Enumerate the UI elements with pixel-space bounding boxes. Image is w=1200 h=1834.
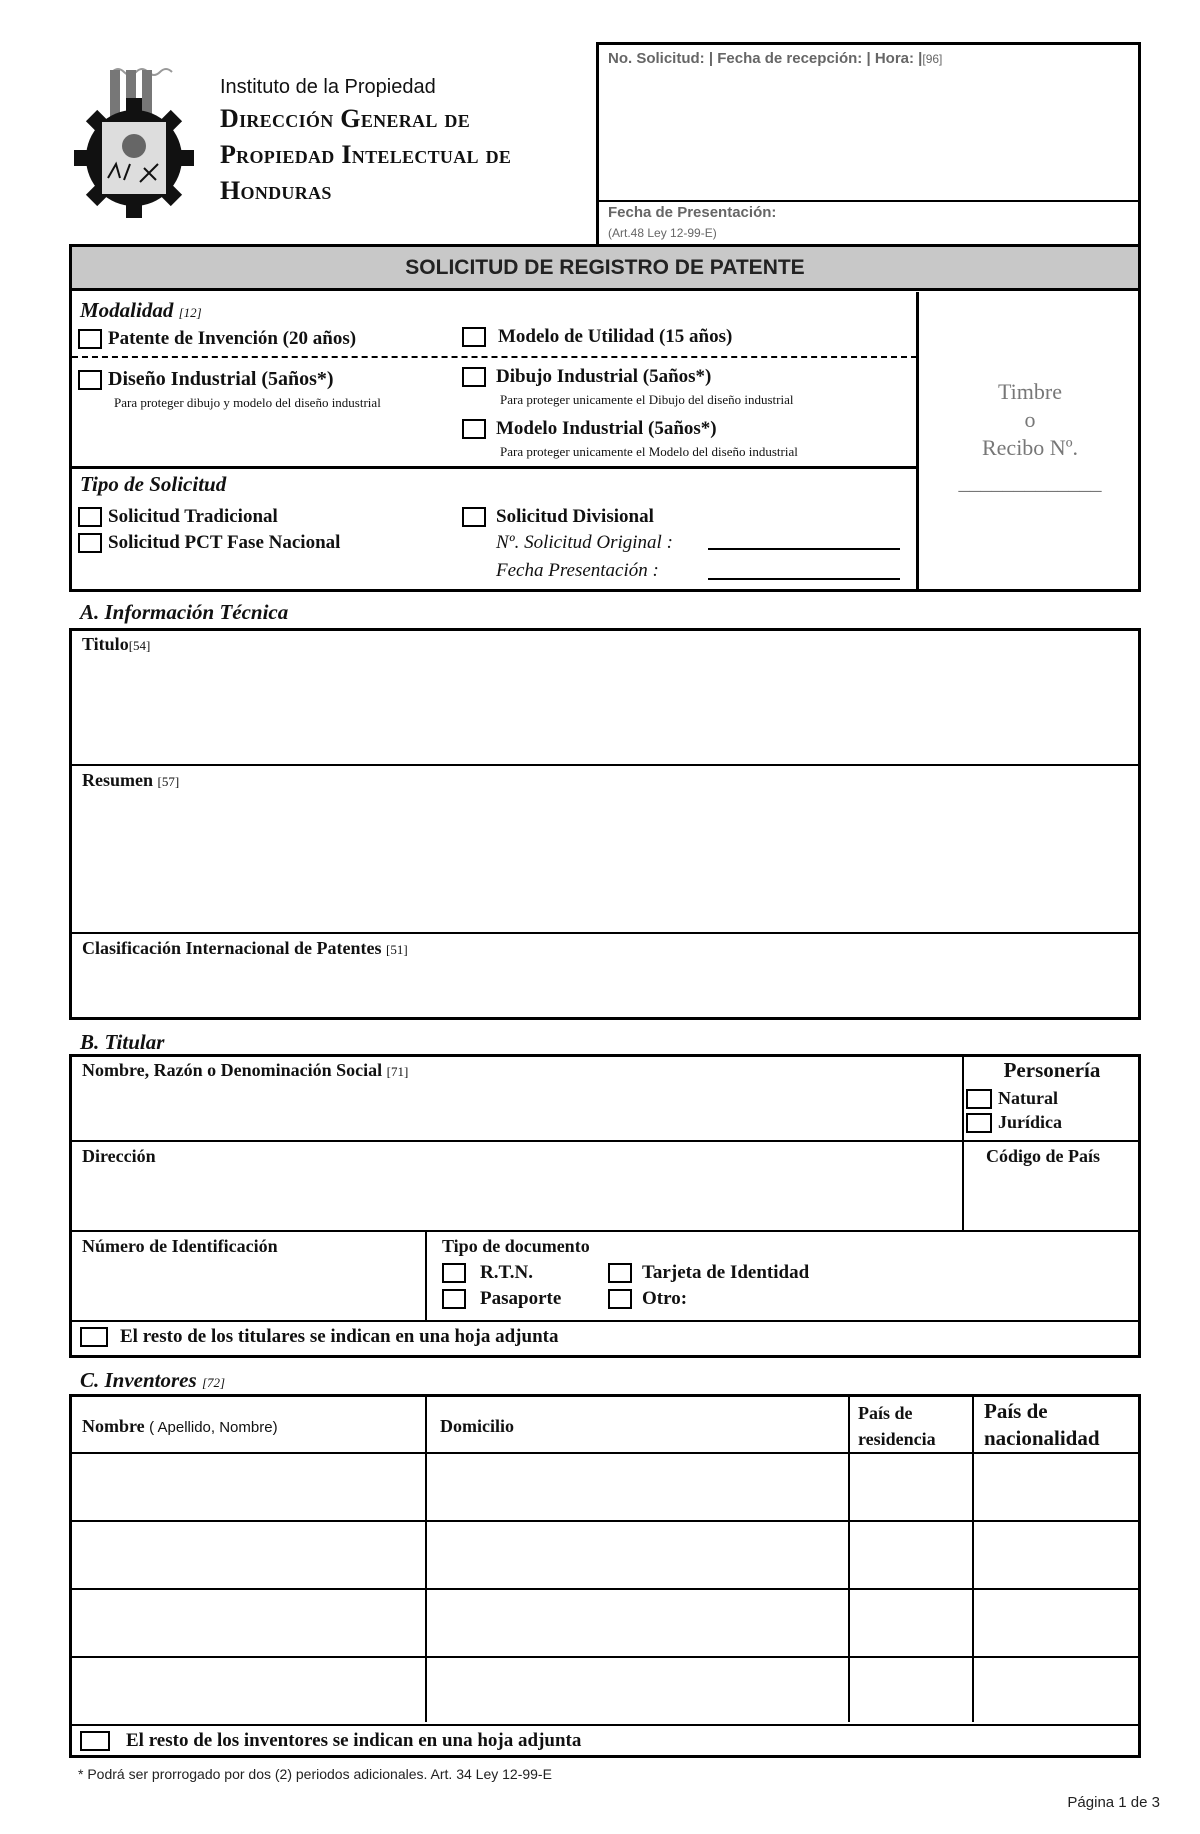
resto-inventores-option[interactable]: [80, 1730, 581, 1752]
section-a-title: A. Información Técnica: [80, 600, 289, 624]
clasificacion-tag: [51]: [385, 942, 408, 957]
rtn-label: R.T.N.: [480, 1262, 533, 1283]
inventor-row-3[interactable]: [74, 1592, 1136, 1654]
otro-label: Otro:: [642, 1288, 688, 1309]
solicitud-tradicional-label: Solicitud Tradicional: [108, 506, 278, 527]
rtn-checkbox[interactable]: [442, 1263, 466, 1283]
solicitud-pct-checkbox[interactable]: [78, 533, 102, 553]
timbre-line3: Recibo Nº.: [981, 435, 1079, 460]
titulo-label: Titulo[54]: [82, 634, 151, 654]
solicitud-original-input[interactable]: [708, 548, 900, 550]
solicitud-divisional-checkbox[interactable]: [462, 507, 486, 527]
fecha-presentacion-note: (Art.48 Ley 12-99-E): [608, 226, 717, 240]
institute-name: Instituto de la Propiedad: [220, 76, 436, 98]
solicitud-tradicional-option[interactable]: [78, 506, 278, 528]
natural-label: Natural: [998, 1088, 1058, 1108]
resumen-input[interactable]: [74, 796, 1136, 928]
resto-inventores-checkbox[interactable]: [80, 1731, 110, 1751]
section-c-title: C. Inventores [72]: [80, 1368, 226, 1392]
modelo-utilidad-checkbox[interactable]: [462, 327, 486, 347]
page-number: Página 1 de 3: [1067, 1794, 1160, 1811]
tarjeta-checkbox[interactable]: [608, 1263, 632, 1283]
no-solicitud-label: No. Solicitud:: [608, 50, 705, 67]
col-nombre-note: ( Apellido, Nombre): [149, 1419, 278, 1436]
office-use-line: No. Solicitud: | Fecha de recepción: | Hora: |[96]: [608, 50, 943, 67]
pasaporte-label: Pasaporte: [480, 1288, 562, 1309]
codigo-pais-label: Código de País: [986, 1146, 1101, 1166]
direccion-label: Dirección: [82, 1146, 156, 1166]
diseno-industrial-option[interactable]: [78, 368, 334, 391]
agency-name-line3: Honduras: [220, 176, 332, 205]
solicitud-divisional-label: Solicitud Divisional: [496, 506, 654, 527]
col-domicilio-header: Domicilio: [440, 1416, 514, 1436]
patente-invencion-option[interactable]: [78, 328, 356, 350]
juridica-label: Jurídica: [998, 1112, 1063, 1132]
titulo-input[interactable]: [74, 660, 1136, 760]
solicitud-original-label: Nº. Solicitud Original :: [496, 532, 673, 553]
timbre-line2: o: [1024, 407, 1036, 432]
clasificacion-input[interactable]: [74, 964, 1136, 1016]
modelo-industrial-note: Para proteger unicamente el Modelo del diseño industrial: [500, 444, 798, 459]
tipo-documento-label: Tipo de documento: [442, 1236, 590, 1256]
modelo-industrial-label: Modelo Industrial (5años*): [496, 418, 717, 439]
section-c-tag: [72]: [201, 1375, 226, 1390]
col-nacionalidad-header: País de nacionalidad: [984, 1399, 1100, 1450]
dibujo-industrial-checkbox[interactable]: [462, 367, 486, 387]
solicitud-tradicional-checkbox[interactable]: [78, 507, 102, 527]
natural-option[interactable]: [966, 1088, 1058, 1109]
personeria-label: Personería: [1003, 1058, 1101, 1082]
logo: [72, 58, 197, 228]
tarjeta-label: Tarjeta de Identidad: [642, 1262, 810, 1283]
dibujo-industrial-label: Dibujo Industrial (5años*): [496, 366, 712, 387]
otro-option[interactable]: [608, 1288, 687, 1310]
juridica-checkbox[interactable]: [966, 1113, 992, 1133]
juridica-option[interactable]: [966, 1112, 1062, 1133]
modelo-industrial-checkbox[interactable]: [462, 419, 486, 439]
rtn-option[interactable]: [442, 1262, 533, 1284]
modalidad-tag: [12]: [178, 305, 202, 320]
titulo-tag: [54]: [128, 638, 151, 653]
inventor-row-4[interactable]: [74, 1660, 1136, 1722]
fecha-presentacion-original-input[interactable]: [708, 578, 900, 580]
solicitud-divisional-option[interactable]: [462, 506, 654, 528]
nombre-titular-tag: [71]: [386, 1064, 409, 1079]
resto-inventores-label: El resto de los inventores se indican en una hoja adjunta: [126, 1730, 582, 1751]
pasaporte-checkbox[interactable]: [442, 1289, 466, 1309]
fecha-presentacion-original-label: Fecha Presentación :: [496, 560, 659, 581]
nombre-titular-input[interactable]: [74, 1086, 958, 1136]
numero-identificacion-input[interactable]: [74, 1262, 420, 1316]
agency-name-line2: Propiedad Intelectual de: [220, 140, 512, 169]
resumen-label: Resumen [57]: [82, 770, 180, 790]
diseno-industrial-note: Para proteger dibujo y modelo del diseño industrial: [114, 395, 381, 410]
otro-checkbox[interactable]: [608, 1289, 632, 1309]
diseno-industrial-checkbox[interactable]: [78, 370, 102, 390]
timbre-blank: _____________: [958, 469, 1102, 494]
inventor-row-1[interactable]: [74, 1456, 1136, 1518]
nombre-titular-label: Nombre, Razón o Denominación Social [71]: [82, 1060, 409, 1080]
natural-checkbox[interactable]: [966, 1089, 992, 1109]
resumen-tag: [57]: [157, 774, 180, 789]
modelo-industrial-option[interactable]: [462, 418, 717, 440]
hora-label: Hora:: [874, 50, 914, 67]
resto-titulares-option[interactable]: [80, 1326, 558, 1348]
modelo-utilidad-option[interactable]: [462, 326, 732, 348]
pasaporte-option[interactable]: [442, 1288, 561, 1310]
resto-titulares-checkbox[interactable]: [80, 1327, 108, 1347]
modelo-utilidad-label: Modelo de Utilidad (15 años): [498, 326, 733, 347]
fecha-presentacion-label: Fecha de Presentación:: [608, 204, 777, 221]
codigo-pais-input[interactable]: [966, 1172, 1136, 1226]
tarjeta-option[interactable]: [608, 1262, 809, 1284]
diseno-industrial-label: Diseño Industrial (5años*): [108, 368, 334, 390]
agency-name-line1: Dirección General de: [220, 104, 471, 133]
patente-invencion-label: Patente de Invención (20 años): [108, 328, 357, 349]
timbre-area: [919, 378, 1141, 496]
numero-identificacion-label: Número de Identificación: [82, 1236, 278, 1256]
col-nombre-header: Nombre ( Apellido, Nombre): [82, 1416, 278, 1436]
hora-tag: [96]: [922, 52, 943, 66]
dibujo-industrial-option[interactable]: [462, 366, 711, 388]
timbre-line1: Timbre: [998, 379, 1062, 404]
patente-invencion-checkbox[interactable]: [78, 329, 102, 349]
col-residencia-header: País de residencia: [858, 1403, 936, 1449]
solicitud-pct-option[interactable]: [78, 532, 340, 554]
solicitud-pct-label: Solicitud PCT Fase Nacional: [108, 532, 341, 553]
direccion-input[interactable]: [74, 1172, 958, 1226]
dibujo-industrial-note: Para proteger unicamente el Dibujo del diseño industrial: [500, 392, 794, 407]
resto-titulares-label: El resto de los titulares se indican en una hoja adjunta: [120, 1326, 559, 1347]
footnote: * Podrá ser prorrogado por dos (2) periodos adicionales. Art. 34 Ley 12-99-E: [78, 1766, 552, 1782]
fecha-recepcion-label: Fecha de recepción:: [717, 50, 863, 67]
tipo-solicitud-title: Tipo de Solicitud: [80, 472, 227, 496]
form-title: SOLICITUD DE REGISTRO DE PATENTE: [405, 256, 805, 279]
modalidad-title: Modalidad [12]: [80, 298, 202, 322]
section-b-title: B. Titular: [80, 1030, 165, 1054]
inventor-row-2[interactable]: [74, 1524, 1136, 1586]
clasificacion-label: Clasificación Internacional de Patentes [51]: [82, 938, 408, 958]
